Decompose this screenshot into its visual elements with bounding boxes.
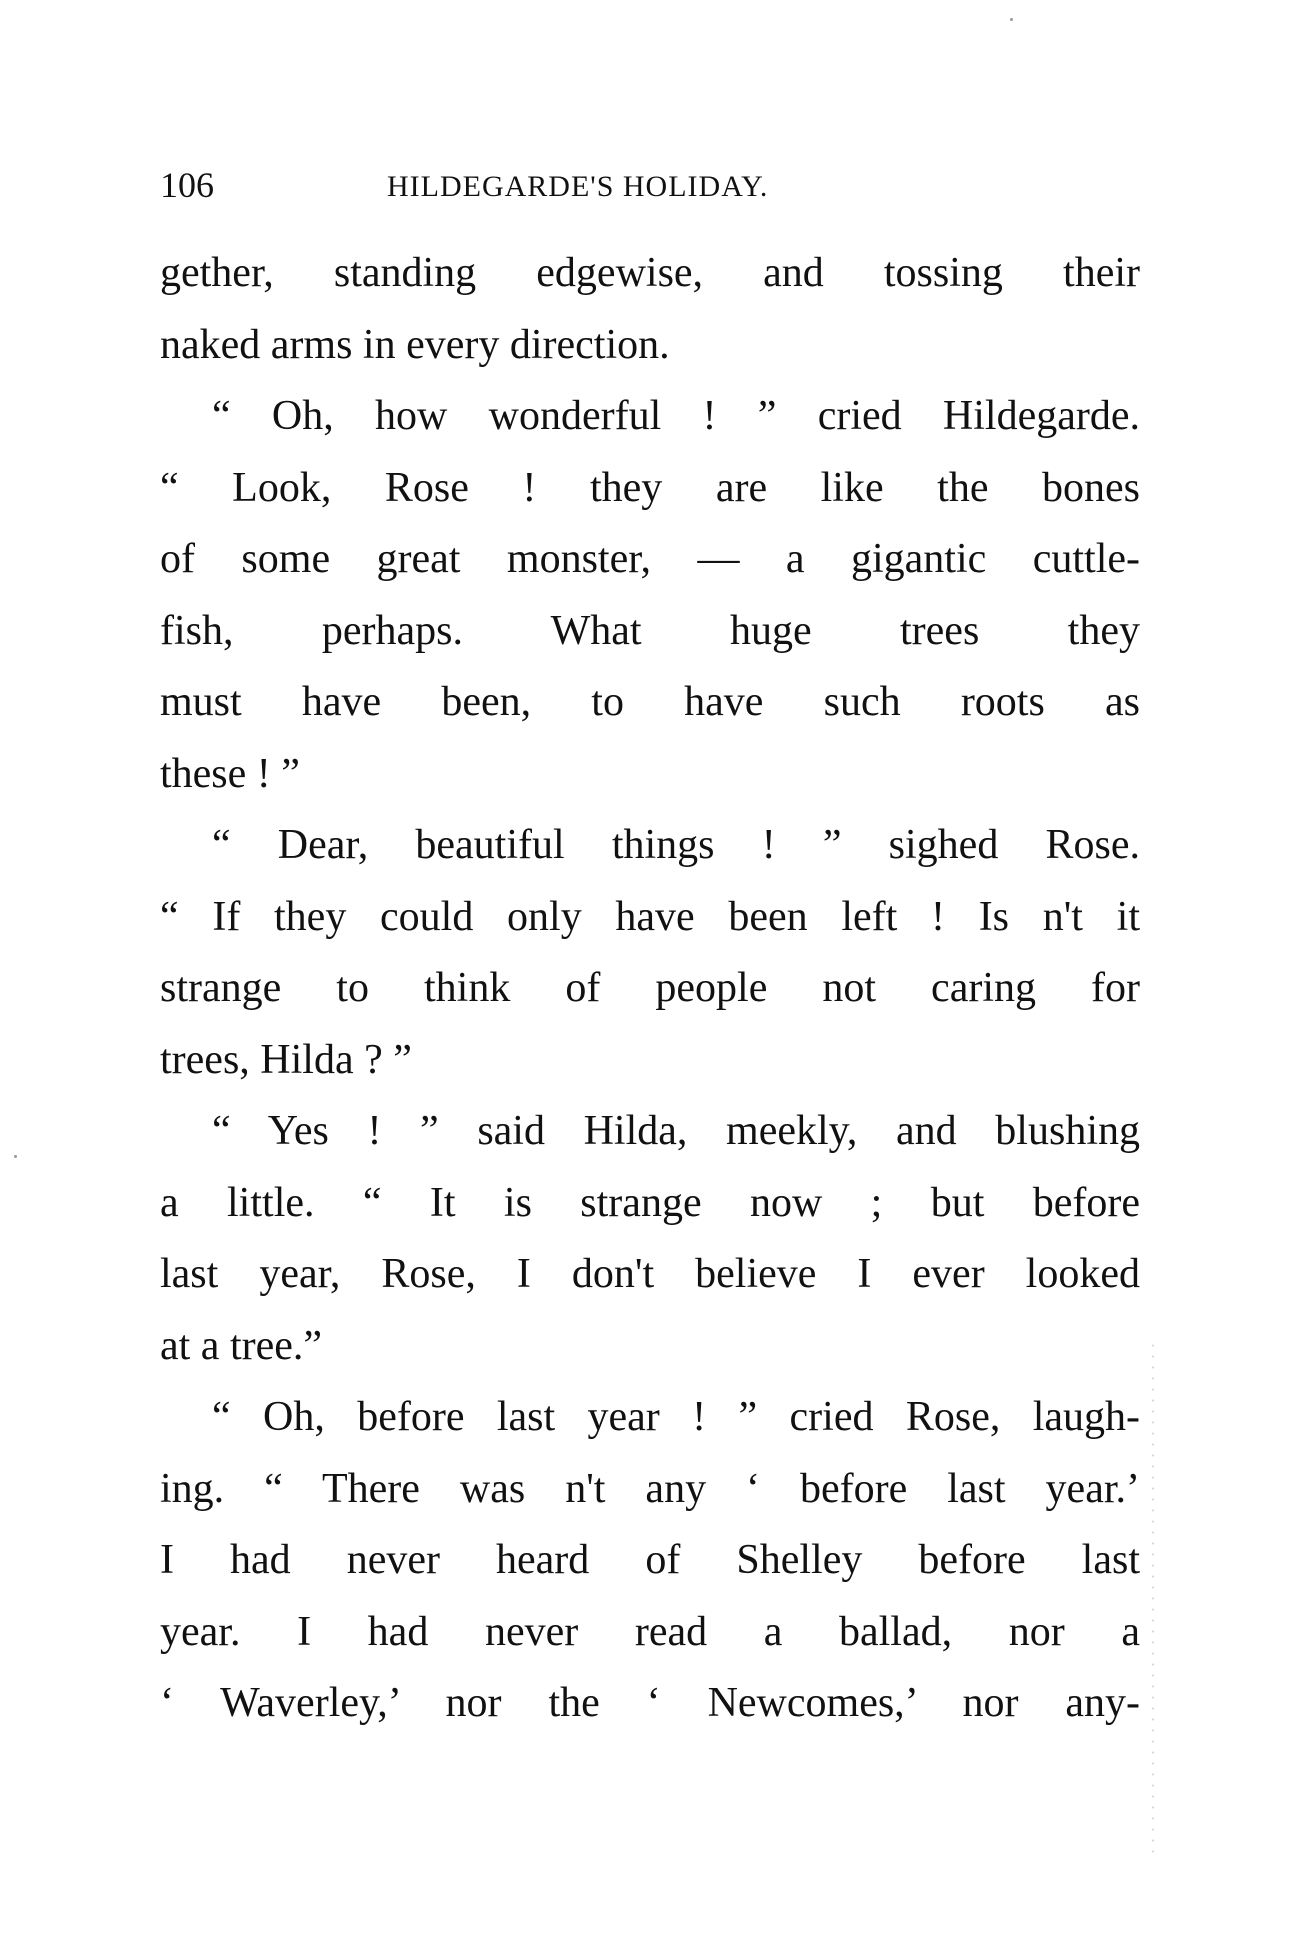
text-line: these ! ” [160,750,300,797]
text-line: “ Look, Rose ! they are like the bones [160,464,1140,511]
text-line: “ Dear, beautiful things ! ” sighed Rose. [212,822,1140,868]
text-line: “ If they could only have been left ! Is n't it [160,893,1140,940]
text-line: gether, standing edgewise, and tossing their [160,250,1140,296]
text-line: a little. “ It is strange now ; but before [160,1179,1140,1226]
text-line: of some great monster, — a gigantic cuttle- [160,536,1140,582]
text-line: strange to think of people not caring for [160,965,1140,1011]
text-line: ‘ Waverley,’ nor the ‘ Newcomes,’ nor any- [160,1680,1140,1726]
text-line: year. I had never read a ballad, nor a [160,1608,1140,1655]
body-text [160,238,1140,1740]
text-line: fish, perhaps. What huge trees they [160,607,1140,654]
text-line: at a tree.” [160,1322,323,1369]
text-line: “ Yes ! ” said Hilda, meekly, and blushing [212,1108,1140,1154]
text-line: I had never heard of Shelley before last [160,1537,1140,1583]
scan-speck [1010,18,1013,21]
text-line: “ Oh, how wonderful ! ” cried Hildegarde. [212,393,1140,439]
text-line: “ Oh, before last year ! ” cried Rose, laugh- [212,1394,1140,1440]
text-line: ing. “ There was n't any ‘ before last year.’ [160,1465,1140,1512]
page-header [160,160,1140,210]
scan-speck [14,1155,17,1158]
page-number: 106 [160,165,214,205]
text-line: must have been, to have such roots as [160,679,1140,725]
text-line: trees, Hilda ? ” [160,1036,412,1083]
running-title: HILDEGARDE'S HOLIDAY. [387,170,769,203]
text-line: naked arms in every direction. [160,321,670,368]
scan-edge-marks [1150,1340,1158,1860]
text-line: last year, Rose, I don't believe I ever looked [160,1251,1140,1297]
